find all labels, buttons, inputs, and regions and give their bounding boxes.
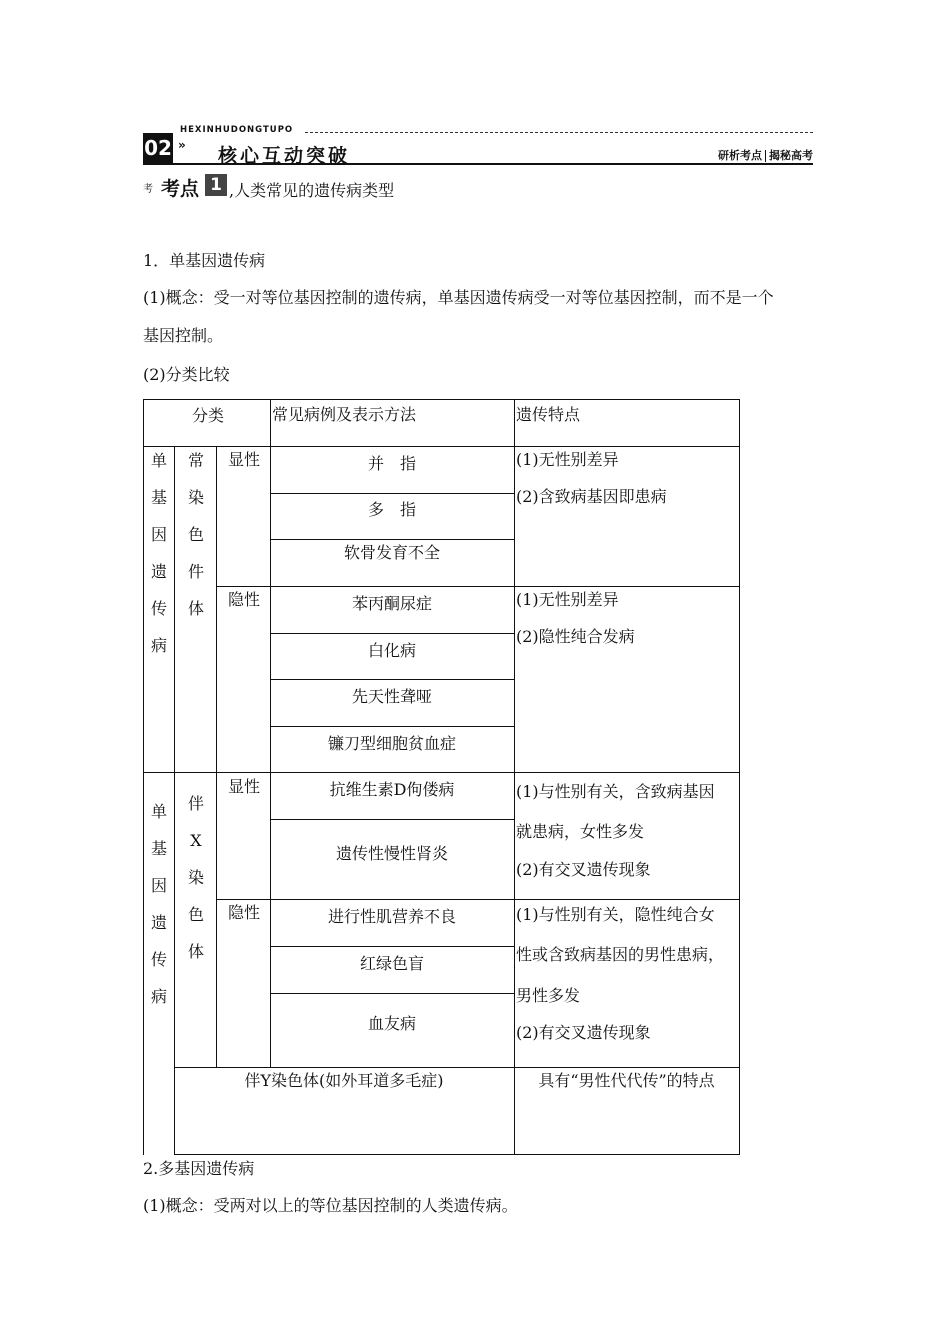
vertical-char: 基 [150, 839, 167, 858]
vertical-char: 体 [187, 942, 204, 961]
disease-cell: 多 指 [367, 500, 416, 519]
table-col-line [216, 446, 217, 1067]
table-rule [270, 819, 514, 820]
th-features: 遗传特点 [516, 405, 581, 424]
kaodian-label: 考点 [161, 178, 200, 200]
table-rule-top [143, 399, 739, 400]
table-border-left [143, 399, 144, 1155]
table-border-right [739, 399, 740, 1155]
section-number-badge: 02 [143, 133, 173, 163]
table-rule [270, 633, 514, 634]
table-rule-mid [143, 772, 739, 773]
disease-cell: 抗维生素D佝偻病 [329, 780, 455, 799]
dominant-label-x: 显性 [228, 777, 261, 796]
recessive-label-x: 隐性 [228, 903, 261, 922]
section1-concept-line2: 基因控制。 [143, 326, 224, 345]
header-dotted-rule [305, 132, 813, 133]
vertical-char: 因 [150, 525, 167, 544]
header-rule [143, 163, 813, 165]
table-col-line [174, 446, 175, 1155]
th-diseases: 常见病例及表示方法 [272, 405, 417, 424]
feature-line: (1)无性别差异 [516, 590, 619, 609]
table-rule-header [143, 446, 739, 447]
th-classification: 分类 [192, 406, 225, 425]
vertical-char: 色 [187, 905, 204, 924]
table-col-line [514, 399, 515, 1155]
disease-cell: 遗传性慢性肾炎 [335, 844, 448, 863]
vertical-char: 常 [187, 451, 204, 470]
table-rule [270, 493, 514, 494]
disease-cell: 血友病 [367, 1014, 416, 1033]
tag-separator [765, 150, 766, 162]
dominant-label-autosome: 显性 [228, 450, 261, 469]
disease-cell: 软骨发育不全 [343, 543, 440, 562]
section2-heading: 2.多基因遗传病 [143, 1159, 255, 1178]
feature-line: (1)无性别差异 [516, 450, 619, 469]
y-linked-row: 伴Y染色体(如外耳道多毛症) [244, 1071, 444, 1090]
vertical-char: 件 [187, 562, 204, 581]
section1-heading: 1．单基因遗传病 [143, 251, 266, 270]
vertical-char: 体 [187, 599, 204, 618]
section-title: 核心互动突破 [218, 145, 351, 167]
vertical-char: 病 [150, 636, 167, 655]
disease-cell: 先天性聋哑 [351, 687, 432, 706]
header-tag-a: 研析考点 [718, 149, 762, 162]
feature-line: (2)含致病基因即患病 [516, 487, 667, 506]
vertical-char: 基 [150, 488, 167, 507]
kaodian-title: ,人类常见的遗传病类型 [229, 181, 395, 200]
vertical-char: 染 [187, 488, 204, 507]
y-linked-feature: 具有“男性代代传”的特点 [538, 1071, 715, 1090]
kaodian-mark: 考 [143, 184, 153, 195]
header-pinyin: HEXINHUDONGTUPO [180, 125, 294, 135]
vertical-char: X [190, 831, 202, 850]
table-rule [270, 993, 514, 994]
disease-cell: 进行性肌营养不良 [327, 907, 456, 926]
double-arrow-icon: » [178, 138, 186, 152]
disease-cell: 白化病 [367, 641, 416, 660]
vertical-char: 因 [150, 876, 167, 895]
vertical-char: 遗 [150, 562, 167, 581]
header-tag-b: 揭秘高考 [769, 149, 813, 162]
vertical-char: 伴 [187, 794, 204, 813]
feature-line: (1)与性别有关，含致病基因 [516, 782, 715, 801]
table-rule [270, 726, 514, 727]
vertical-char: 染 [187, 868, 204, 887]
group-label-single-gene-1 [147, 442, 171, 664]
table-rule [216, 586, 739, 587]
group-label-single-gene-2 [147, 793, 171, 1015]
table-rule [270, 679, 514, 680]
feature-line: (2)隐性纯合发病 [516, 627, 635, 646]
disease-cell: 红绿色盲 [359, 954, 424, 973]
vertical-char: 传 [150, 950, 167, 969]
autosome-label [184, 442, 208, 627]
section1-classify: (2)分类比较 [143, 365, 230, 384]
kaodian-title-text: 人类常见的遗传病类型 [234, 181, 395, 200]
vertical-char: 传 [150, 599, 167, 618]
section1-concept-line1: (1)概念：受一对等位基因控制的遗传病，单基因遗传病受一对等位基因控制，而不是一个 [143, 288, 774, 307]
header-right-tags [718, 147, 813, 163]
kaodian-number-badge: 1 [205, 174, 227, 196]
feature-line: 就患病，女性多发 [516, 822, 645, 841]
vertical-char: 遗 [150, 913, 167, 932]
disease-cell: 苯丙酮尿症 [351, 594, 432, 613]
recessive-label-autosome: 隐性 [228, 590, 261, 609]
table-rule [174, 1067, 739, 1068]
feature-line: 男性多发 [516, 986, 581, 1005]
table-rule [270, 946, 514, 947]
table-rule-bottom [174, 1154, 739, 1155]
disease-cell: 镰刀型细胞贫血症 [327, 734, 456, 753]
feature-line: 性或含致病基因的男性患病， [516, 945, 725, 964]
vertical-char: 色 [187, 525, 204, 544]
table-rule [216, 899, 739, 900]
section2-concept: (1)概念：受两对以上的等位基因控制的人类遗传病。 [143, 1196, 518, 1215]
vertical-char: 病 [150, 987, 167, 1006]
table-rule [270, 539, 514, 540]
feature-line: (2)有交叉遗传现象 [516, 860, 651, 879]
x-chromosome-label [184, 785, 208, 970]
vertical-char: 单 [150, 802, 167, 821]
feature-line: (1)与性别有关，隐性纯合女 [516, 905, 715, 924]
disease-cell: 并 指 [367, 454, 416, 473]
vertical-char: 单 [150, 451, 167, 470]
feature-line: (2)有交叉遗传现象 [516, 1023, 651, 1042]
